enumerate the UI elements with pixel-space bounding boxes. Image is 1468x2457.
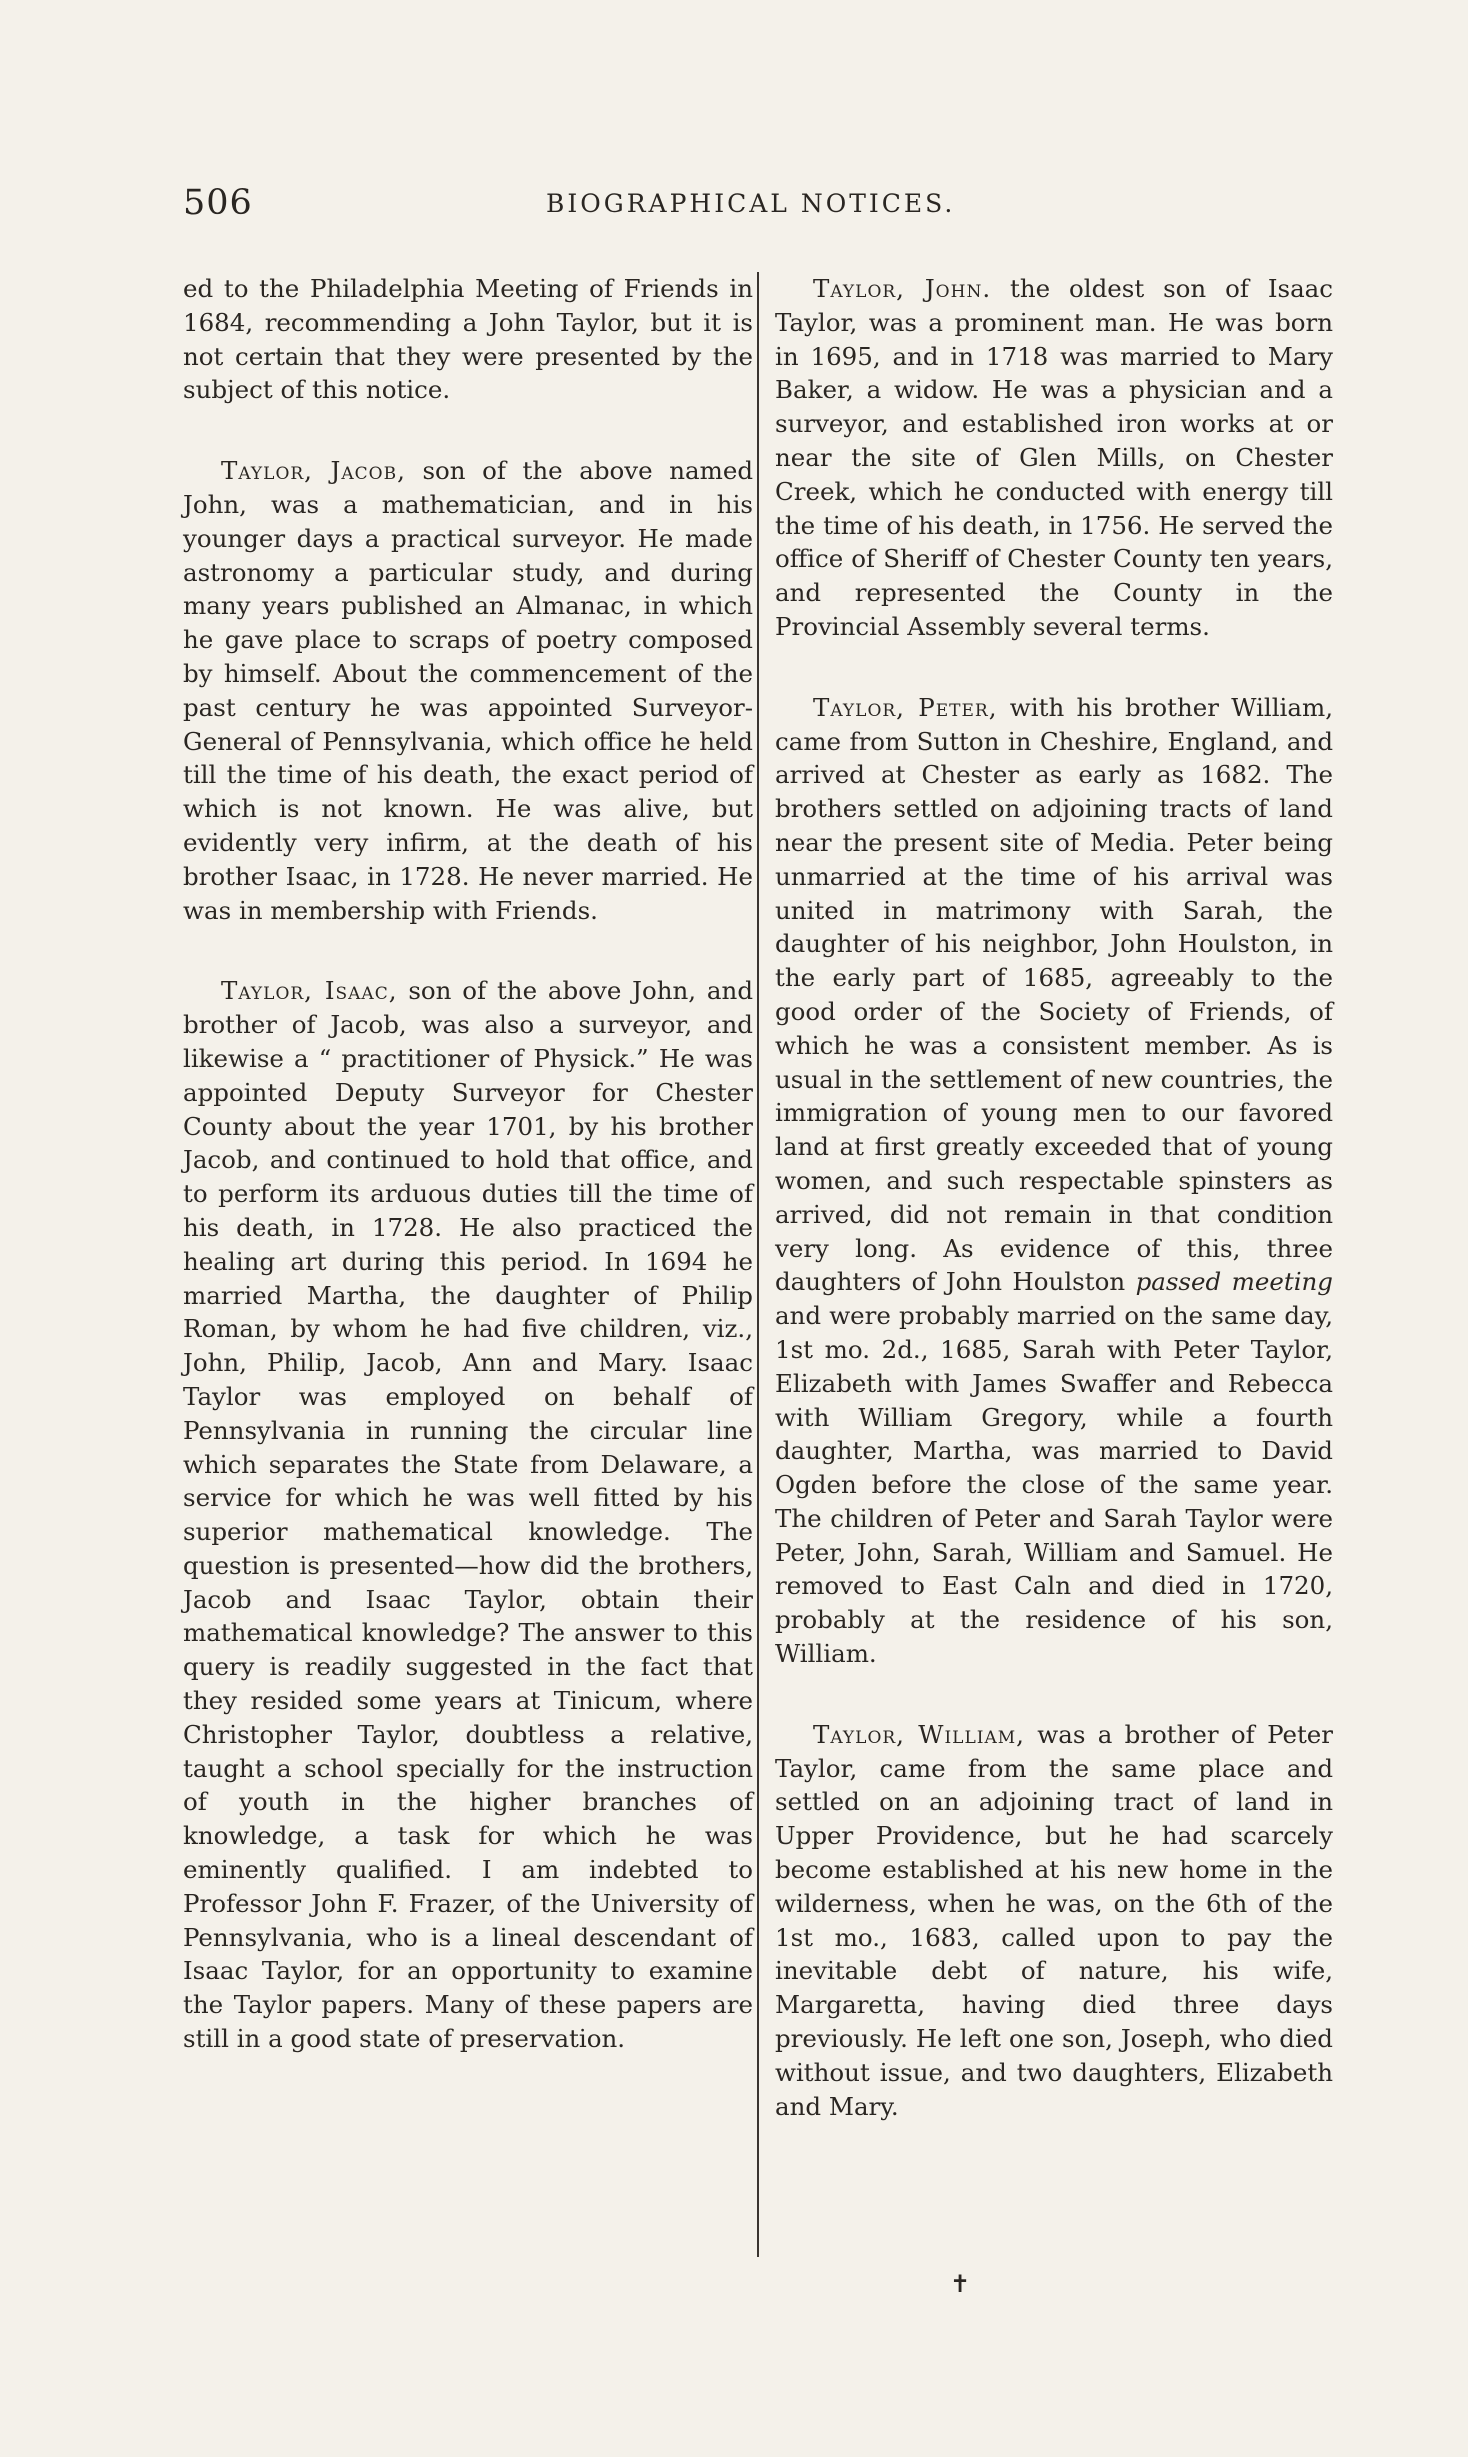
end-mark: ✝ (950, 2270, 971, 2298)
entry-text-william: was a brother of Peter Taylor, came from the same place and settled on an adjoining tract of land in Upper Providence, but he had scarcely become established at his new home in the wilderness, when he was, on the 6th of the 1st mo., 1683, called upon to pay the inevitable debt of nature, his wife, Margaretta, having died three days previously. He left one son, Joseph, who died without issue, and two daughters, Elizabeth and Mary. (775, 1719, 1334, 2121)
entry-text-peter-before: with his brother William, came from Sutton in Cheshire, England, and arrived at Chester as early as 1682. The brothers settled on adjoining tracts of land near the present site of Media. Peter being unmarried at the time of his arrival was united in matrimony with Sarah, the daughter of his neighbor, John Houlston, in the early part of 1685, agreeably to the good order of the Society of Friends, of which he was a consistent member. As is usual in the settlement of new countries, the immigration of young men to our favored land at first greatly exceeded that of young women, and such respectable spinsters as arrived, did not remain in that condition very long. As evidence of this, three daughters of John Houlston (775, 692, 1333, 1297)
entry-text-isaac: son of the above John, and brother of Jacob, was also a surveyor, and likewise a “ practitioner of Physick.” He was appointed Deputy Surveyor for Chester County about the year 1701, by his brother Jacob, and continued to hold that office, and to perform its arduous duties till the time of his death, in 1728. He also practiced the healing art during this period. In 1694 he married Martha, the daughter of Philip Roman, by whom he had five children, viz., John, Philip, Jacob, Ann and Mary. Isaac Taylor was employed on behalf of Pennsylvania in running the circular line which separates the State from Delaware, a service for which he was well fitted by his superior mathematical knowledge. The question is presented—how did the brothers, Jacob and Isaac Taylor, obtain their mathematical knowledge? The answer to this query is readily suggested in the fact that they resided some years at Tinicum, where Christopher Taylor, doubtless a relative, taught a school specially for the instruction of youth in the higher branches of knowledge, a task for which he was eminently qualified. I am indebted to Professor John F. Frazer, of the University of Pennsylvania, who is a lineal descendant of Isaac Taylor, for an opportunity to examine the Taylor papers. Many of these papers are still in a good state of preservation. (183, 976, 753, 2054)
entry-william-taylor (775, 1718, 1333, 2124)
page-number: 506 (183, 183, 253, 223)
entry-name-william: Taylor, William, (813, 1719, 1025, 1749)
entry-isaac-taylor (183, 974, 753, 2056)
left-column (183, 272, 753, 2103)
entry-text-john: the oldest son of Isaac Taylor, was a prominent man. He was born in 1695, and in 1718 was married to Mary Baker, a widow. He was a physician and a surveyor, and established iron works at or near the site of Glen Mills, on Chester Creek, which he conducted with energy till the time of his death, in 1756. He served the office of Sheriff of Chester County ten years, and represented the County in the Provincial Assembly several terms. (775, 274, 1333, 641)
entry-name-peter: Taylor, Peter, (813, 692, 998, 722)
entry-name-jacob: Taylor, Jacob, (221, 456, 406, 486)
entry-text-peter-after: and were probably married on the same day, 1st mo. 2d., 1685, Sarah with Peter Taylor, Elizabeth with James Swaffer and Rebecca with William Gregory, while a fourth daughter, Martha, was married to David Ogden before the close of the same year. The children of Peter and Sarah Taylor were Peter, John, Sarah, William and Samuel. He removed to East Caln and died in 1720, probably at the residence of his son, William. (775, 1301, 1333, 1669)
entry-john-taylor (775, 272, 1333, 644)
continuation-text: ed to the Philadelphia Meeting of Friends in 1684, recommending a John Taylor, but it is not certain that they were presented by the subject of this notice. (183, 274, 753, 405)
entry-text-peter-italic: passed meeting (1135, 1267, 1333, 1297)
column-divider (757, 272, 759, 2257)
running-title: BIOGRAPHICAL NOTICES. (546, 189, 956, 218)
entry-peter-taylor (775, 691, 1333, 1671)
entry-name-isaac: Taylor, Isaac, (221, 976, 398, 1006)
right-column (775, 272, 1333, 2170)
continuation-paragraph (183, 272, 753, 407)
entry-name-john: Taylor, John. (813, 274, 992, 303)
page-header (0, 183, 1468, 233)
entry-text-jacob: son of the above named John, was a mathematician, and in his younger days a practical surveyor. He made astronomy a particular study, and during many years published an Almanac, in which he gave place to scraps of poetry composed by himself. About the commencement of the past century he was appointed Surveyor-General of Pennsylvania, which office he held till the time of his death, the exact period of which is not known. He was alive, but evidently very infirm, at the death of his brother Isaac, in 1728. He never married. He was in membership with Friends. (183, 456, 753, 925)
entry-jacob-taylor (183, 454, 753, 927)
